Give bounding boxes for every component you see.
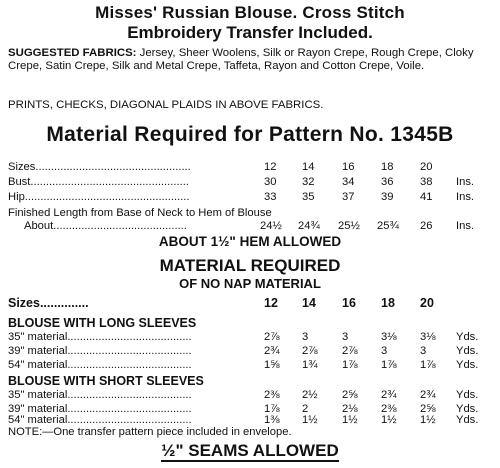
cell: 2⅜ [264, 389, 280, 401]
cell: 1⅞ [342, 359, 358, 371]
cell: 26 [420, 220, 433, 232]
unit-label: Yds. [456, 359, 479, 371]
cell: 1⅞ [420, 359, 436, 371]
cell: 16 [342, 161, 355, 173]
title-line-1: Misses' Russian Blouse. Cross Stitch [95, 3, 405, 22]
cell: 3 [342, 331, 349, 343]
suggested-fabrics-text: Jersey, Sheer Woolens, Silk or Rayon Crepe, Rough Crepe, Cloky Crepe, Satin Crepe, Silk and Metal Crepe, Taffeta, Rayon and Cotton Crepe, Voile. [8, 47, 474, 72]
prints-note: PRINTS, CHECKS, DIAGONAL PLAIDS IN ABOVE FABRICS. [8, 99, 324, 111]
cell: 3 [420, 345, 427, 357]
cell: 35 [302, 191, 315, 203]
unit-label: Yds. [456, 414, 479, 426]
suggested-fabrics [8, 47, 496, 73]
cell: 1½ [342, 414, 358, 426]
cell: 1½ [302, 414, 318, 426]
cell: 2½ [302, 389, 318, 401]
cell: 32 [302, 176, 315, 188]
seams-allowed-text: ½" SEAMS ALLOWED [161, 441, 339, 460]
cell: 2¾ [264, 345, 280, 357]
cell: 3⅛ [381, 331, 397, 343]
size-col: 20 [420, 296, 434, 310]
cell: 18 [381, 161, 394, 173]
cell: 1⅞ [381, 359, 397, 371]
yardage-row [8, 389, 496, 403]
cell: 2⅞ [302, 345, 318, 357]
suggested-fabrics-label: SUGGESTED FABRICS: [8, 47, 137, 59]
yardage-row [8, 331, 496, 345]
size-col: 16 [342, 296, 356, 310]
unit-label: Ins. [456, 191, 475, 203]
unit-label: Yds. [456, 403, 479, 415]
cell: 3 [381, 345, 388, 357]
unit-label: Ins. [456, 220, 475, 232]
cell: 1¾ [302, 359, 318, 371]
cell: 12 [264, 161, 277, 173]
cell: 2⅝ [420, 403, 436, 415]
transfer-note: NOTE:—One transfer pattern piece included in envelope. [8, 426, 292, 438]
size-col: 14 [302, 296, 316, 310]
cell: 34 [342, 176, 355, 188]
measure-row-bust [8, 176, 496, 190]
hem-allowance: ABOUT 1½" HEM ALLOWED [158, 234, 342, 249]
cell: 2 [302, 403, 309, 415]
finished-length-label: Finished Length from Base of Neck to Hem of Blouse [8, 207, 272, 219]
cell: 36 [381, 176, 394, 188]
cell: 24¾ [298, 220, 320, 232]
cell: 2⅞ [342, 345, 358, 357]
cell: 38 [420, 176, 433, 188]
row-label: Hip..................................................... [8, 191, 190, 203]
row-label: About........................................... [24, 220, 187, 232]
cell: 20 [420, 161, 433, 173]
cell: 2⅝ [342, 389, 358, 401]
cell: 3 [302, 331, 309, 343]
unit-label: Yds. [456, 389, 479, 401]
cell: 2⅞ [264, 331, 280, 343]
cell: 14 [302, 161, 315, 173]
cell: 1⅝ [264, 359, 280, 371]
row-label: 35" material........................................ [8, 389, 192, 401]
yardage-row [8, 359, 496, 373]
cell: 3⅛ [420, 331, 436, 343]
yardage-row [8, 345, 496, 359]
material-sizes-row [8, 296, 496, 312]
cell: 39 [381, 191, 394, 203]
row-label: 39" material........................................ [8, 403, 192, 415]
cell: 1⅜ [264, 414, 280, 426]
cell: 30 [264, 176, 277, 188]
cell: 25¾ [377, 220, 399, 232]
measure-row-hip [8, 191, 496, 205]
cell: 37 [342, 191, 355, 203]
long-sleeves-heading: BLOUSE WITH LONG SLEEVES [8, 316, 197, 330]
sizes-label: Sizes.............. [8, 296, 89, 310]
measure-row-about [8, 220, 496, 234]
material-required-heading: MATERIAL REQUIRED [159, 256, 341, 275]
row-label: 54" material........................................ [8, 414, 192, 426]
cell: 1½ [381, 414, 397, 426]
seams-allowed [0, 441, 500, 461]
measure-row-sizes [8, 161, 496, 175]
material-heading: Material Required for Pattern No. 1345B [46, 123, 454, 146]
size-col: 18 [381, 296, 395, 310]
cell: 41 [420, 191, 433, 203]
cell: 2¾ [420, 389, 436, 401]
row-label: Sizes.................................................. [8, 161, 191, 173]
unit-label: Ins. [456, 176, 475, 188]
cell: 2¾ [381, 389, 397, 401]
cell: 25½ [338, 220, 360, 232]
cell: 1⅞ [264, 403, 280, 415]
cell: 2⅛ [342, 403, 358, 415]
no-nap-heading: OF NO NAP MATERIAL [179, 276, 321, 291]
cell: 1½ [420, 414, 436, 426]
short-sleeves-heading: BLOUSE WITH SHORT SLEEVES [8, 374, 204, 388]
cell: 24½ [260, 220, 282, 232]
unit-label: Yds. [456, 331, 479, 343]
row-label: Bust................................................... [8, 176, 189, 188]
unit-label: Yds. [456, 345, 479, 357]
title-line-2: Embroidery Transfer Included. [127, 23, 373, 42]
row-label: 35" material........................................ [8, 331, 192, 343]
row-label: 39" material........................................ [8, 345, 192, 357]
cell: 2⅜ [381, 403, 397, 415]
size-col: 12 [264, 296, 278, 310]
cell: 33 [264, 191, 277, 203]
row-label: 54" material........................................ [8, 359, 192, 371]
